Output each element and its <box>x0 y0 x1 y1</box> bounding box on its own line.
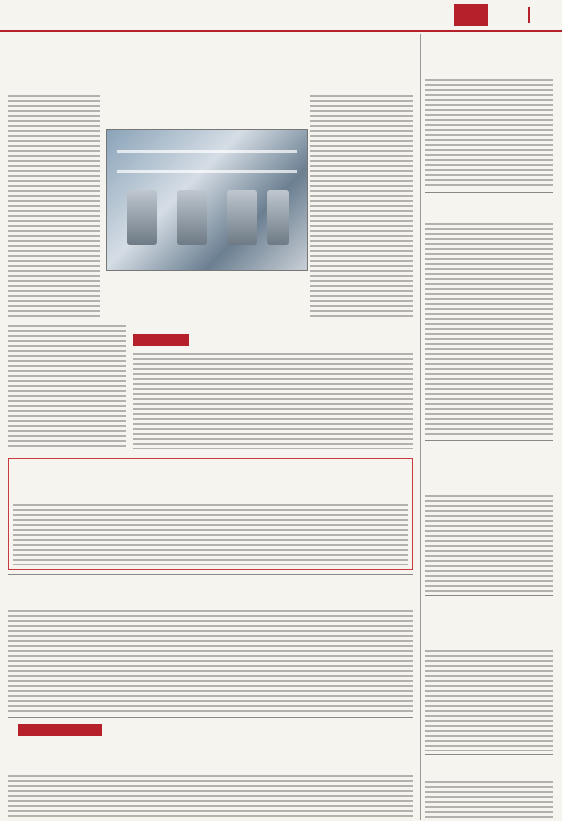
divider <box>425 754 553 755</box>
boxed-article <box>8 458 413 570</box>
divider <box>8 574 413 575</box>
article-body <box>425 494 553 592</box>
article-body <box>8 94 100 319</box>
article-body <box>8 774 413 820</box>
divider <box>425 192 553 193</box>
article-body <box>310 94 413 319</box>
divider <box>425 440 553 441</box>
divider <box>425 595 553 596</box>
divider <box>528 7 530 23</box>
article-body <box>8 324 126 449</box>
factory-photo <box>106 129 308 271</box>
side-column <box>420 34 556 820</box>
article-body <box>425 780 553 820</box>
article-body <box>425 78 553 188</box>
article-body <box>425 649 553 751</box>
divider <box>8 717 413 718</box>
article-body <box>133 352 413 449</box>
section-badge <box>454 4 488 26</box>
column-tag <box>133 334 189 346</box>
article-body <box>8 609 413 714</box>
article-body <box>13 503 408 565</box>
main-column <box>8 34 413 820</box>
column-tag <box>18 724 102 736</box>
masthead <box>0 0 562 32</box>
article-body <box>425 222 553 437</box>
